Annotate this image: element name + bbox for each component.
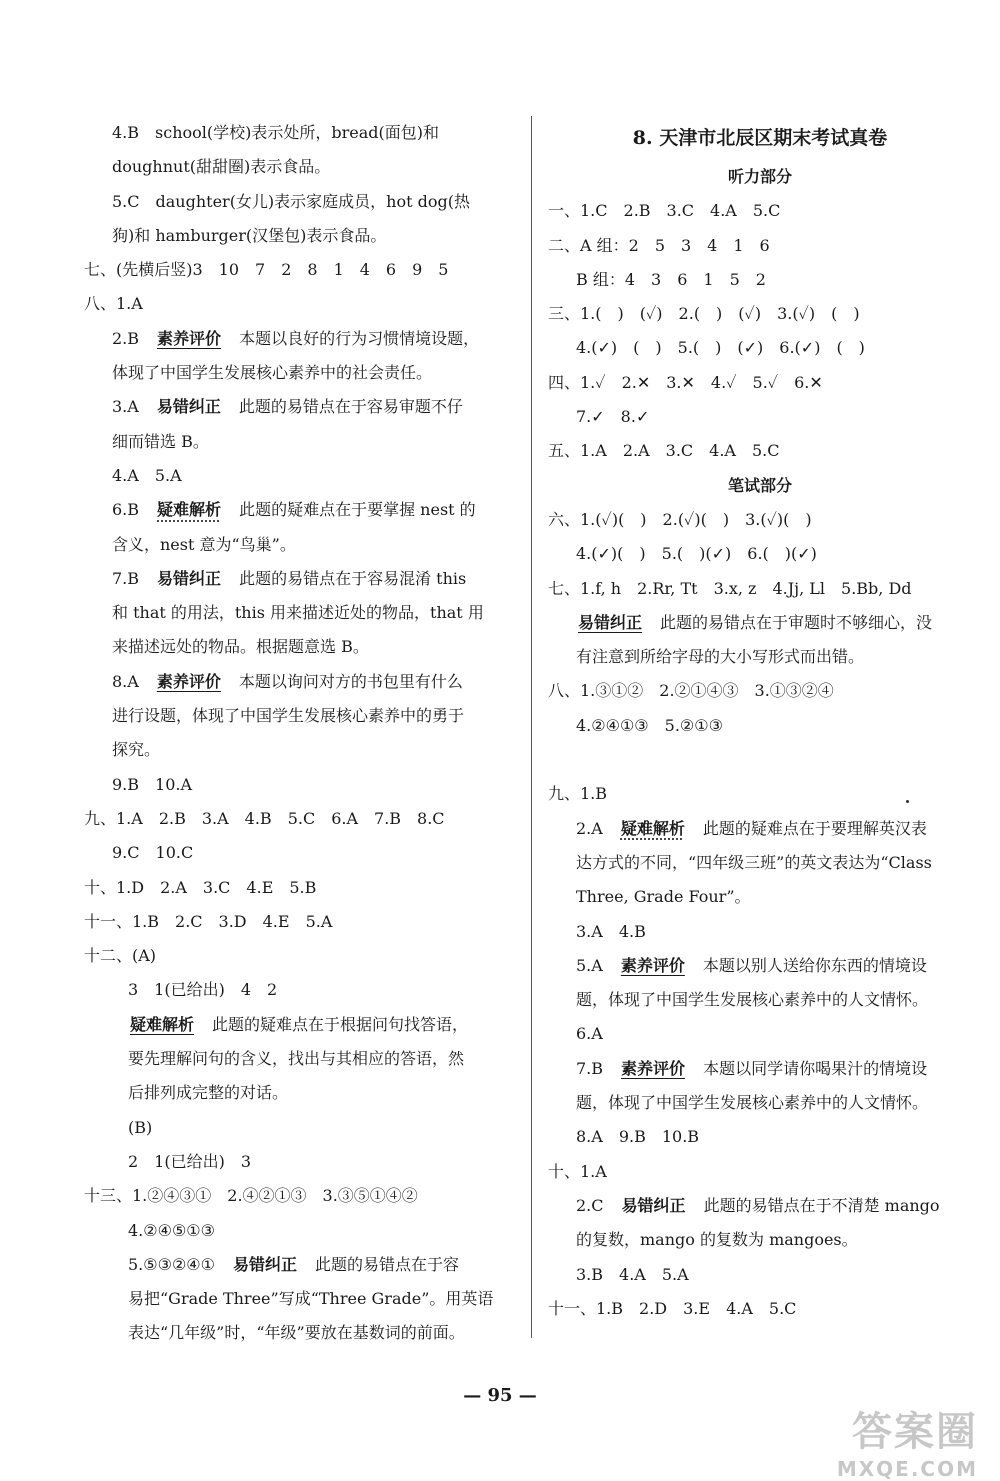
right-line: 4.②④①③ 5.②①③ [576,715,723,735]
annotation-text: 此题的易错点在于不清楚 mango [703,1195,940,1215]
watermark-url: MXQE.COM [836,1457,978,1481]
left-line: 十二、(A) [84,946,157,966]
right-line: 题，体现了中国学生发展核心素养中的人文情怀。 [576,990,929,1010]
left-line [84,562,512,596]
right-line: 七、1.f, h 2.Rr, Tt 3.x, z 4.Jj, Ll 5.Bb, Dd [548,578,912,598]
annotation-tag: 易错纠正 [578,612,643,632]
answer-label: 6.B [112,500,140,520]
stray-dot [906,800,909,803]
left-column [84,116,512,1351]
left-line: 进行设题，体现了中国学生发展核心素养中的勇于 [112,706,465,726]
right-line: 6.A [576,1024,603,1044]
left-line: 4.B school(学校)表示处所，bread(面包)和 [112,123,439,142]
right-line: 三、1.( ) (✓) 2.( ) (✓) 3.(✓) ( ) [548,304,860,324]
annotation-text: 此题的疑难点在于要掌握 nest 的 [239,500,476,520]
left-line: 狗)和 hamburger(汉堡包)表示食品。 [112,225,387,245]
left-line [84,390,512,424]
annotation-tag: 易错纠正 [156,397,221,417]
annotation-tag: 素养评价 [156,671,221,691]
annotation-text: 此题的疑难点在于根据问句找答语， [212,1014,469,1034]
right-line: 九、1.B [548,784,608,804]
right-line: 八、1.③①② 2.②①④③ 3.①③②④ [548,681,834,701]
left-line: 探究。 [112,740,161,760]
left-line: doughnut(甜甜圈)表示食品。 [112,157,331,177]
answer-label: 2.C [576,1195,604,1215]
left-line: 体现了中国学生发展核心素养中的社会责任。 [112,363,433,383]
right-line: 二、A 组：2 5 3 4 1 6 [548,235,770,255]
left-line: 来描述远处的物品。根据题意选 B。 [112,637,369,657]
section-title: 8. 天津市北辰区期末考试真卷 [632,127,888,149]
annotation-tag: 素养评价 [621,1058,686,1078]
left-line: 要先理解问句的含义，找出与其相应的答语，然 [128,1049,465,1069]
left-line [84,665,512,699]
right-line: 听力部分 [727,167,792,186]
left-line [84,1248,512,1282]
page-number: — 95 — [463,1385,537,1406]
right-line: 3.B 4.A 5.A [576,1264,689,1284]
annotation-tag: 易错纠正 [233,1254,298,1274]
answer-label: 7.B [576,1058,604,1078]
right-line: 4.(✓)( ) 5.( )(✓) 6.( )(✓) [576,544,817,564]
answer-label: 5.⑤③②④① [128,1254,215,1274]
annotation-text: 本题以良好的行为习惯情境设题， [239,328,480,348]
left-line: 易把“Grade Three”写成“Three Grade”。用英语 [128,1289,494,1309]
right-line: 笔试部分 [727,475,792,495]
left-line: 十一、1.B 2.C 3.D 4.E 5.A [84,911,333,931]
right-line: 4.(✓) ( ) 5.( ) (✓) 6.(✓) ( ) [576,338,865,358]
left-line: 9.C 10.C [112,843,194,863]
left-line: 十、1.D 2.A 3.C 4.E 5.B [84,877,317,897]
left-line: (B) [128,1117,153,1137]
right-line: 一、1.C 2.B 3.C 4.A 5.C [548,201,781,221]
right-line: 8.A 9.B 10.B [576,1127,700,1147]
left-line: 十三、1.②④③① 2.④②①③ 3.③⑤①④② [84,1186,418,1206]
annotation-text: 此题的易错点在于容 [315,1254,460,1274]
annotation-tag: 易错纠正 [621,1195,686,1215]
right-line: 题，体现了中国学生发展核心素养中的人文情怀。 [576,1093,929,1113]
left-line: 九、1.A 2.B 3.A 4.B 5.C 6.A 7.B 8.C [84,808,445,828]
annotation-text: 此题的易错点在于审题时不够细心，没 [660,612,933,632]
right-line: 十、1.A [548,1161,607,1181]
annotation-tag: 易错纠正 [157,568,222,588]
annotation-tag: 疑难解析 [130,1014,195,1034]
column-divider [531,116,532,1338]
left-line: 5.C daughter(女儿)表示家庭成员，hot dog(热 [112,191,470,211]
annotation-tag: 素养评价 [620,955,685,975]
left-line: 9.B 10.A [112,774,193,794]
right-line [548,743,972,777]
right-line: 7.✓ 8.✓ [576,407,650,427]
right-column [548,116,972,1326]
answer-label: 3.A [112,397,139,417]
annotation-text: 此题的易错点在于容易审题不仔 [238,397,463,417]
left-line: 七、(先横后竖)3 10 7 2 8 1 4 6 9 5 [84,260,449,280]
right-line: 3.A 4.B [576,921,646,941]
watermark-logo [837,1400,978,1481]
annotation-text: 本题以别人送给你东西的情境设 [702,955,927,975]
annotation-text: 本题以同学请你喝果汁的情境设 [703,1058,928,1078]
answer-label: 2.B [112,328,140,348]
right-line: 五、1.A 2.A 3.C 4.A 5.C [548,441,780,461]
left-line: 含义，nest 意为“鸟巢”。 [112,534,296,554]
right-line: 四、1.✓ 2.✕ 3.✕ 4.✓ 5.✓ 6.✕ [548,372,823,392]
annotation-text: 此题的疑难点在于要理解英汉表 [702,818,927,838]
left-line [84,493,512,527]
left-line: 八、1.A [84,294,143,314]
annotation-text: 此题的易错点在于容易混淆 this [239,568,467,588]
answer-label: 5.A [576,955,603,975]
left-line [84,322,512,356]
left-line: 细而错选 B。 [112,431,209,451]
annotation-text: 本题以询问对方的书包里有什么 [238,671,463,691]
right-lines [548,160,972,1326]
right-line: 有注意到所给字母的大小写形式而出错。 [576,647,865,667]
right-line [548,606,972,640]
left-line: 4.②④⑤①③ [128,1220,215,1240]
left-line: 后排列成完整的对话。 [128,1083,289,1103]
right-line: 达方式的不同，“四年级三班”的英文表达为“Class [576,852,932,872]
annotation-tag: 疑难解析 [620,818,685,838]
answer-label: 7.B [112,568,140,588]
watermark-text: 答案圈 [852,1409,978,1455]
right-line: 的复数，mango 的复数为 mangoes。 [576,1230,858,1250]
left-line: 表达“几年级”时，“年级”要放在基数词的前面。 [128,1323,465,1343]
right-line [548,949,972,983]
right-line: B 组：4 3 6 1 5 2 [576,269,766,289]
right-line: Three, Grade Four”。 [576,887,751,907]
right-line [548,1052,972,1086]
left-line: 2 1(已给出) 3 [128,1151,252,1171]
annotation-tag: 素养评价 [157,328,222,348]
left-line [84,1008,512,1042]
left-line: 3 1(已给出) 4 2 [128,980,278,1000]
right-line [548,1189,972,1223]
right-line: 十一、1.B 2.D 3.E 4.A 5.C [548,1298,797,1318]
annotation-tag: 疑难解析 [157,500,222,520]
answer-label: 8.A [112,671,139,691]
answer-label: 2.A [576,818,603,838]
left-line: 4.A 5.A [112,465,182,485]
right-line [548,812,972,846]
left-line: 和 that 的用法，this 用来描述近处的物品，that 用 [112,603,484,623]
right-line: 六、1.(✓)( ) 2.(✓)( ) 3.(✓)( ) [548,509,812,529]
